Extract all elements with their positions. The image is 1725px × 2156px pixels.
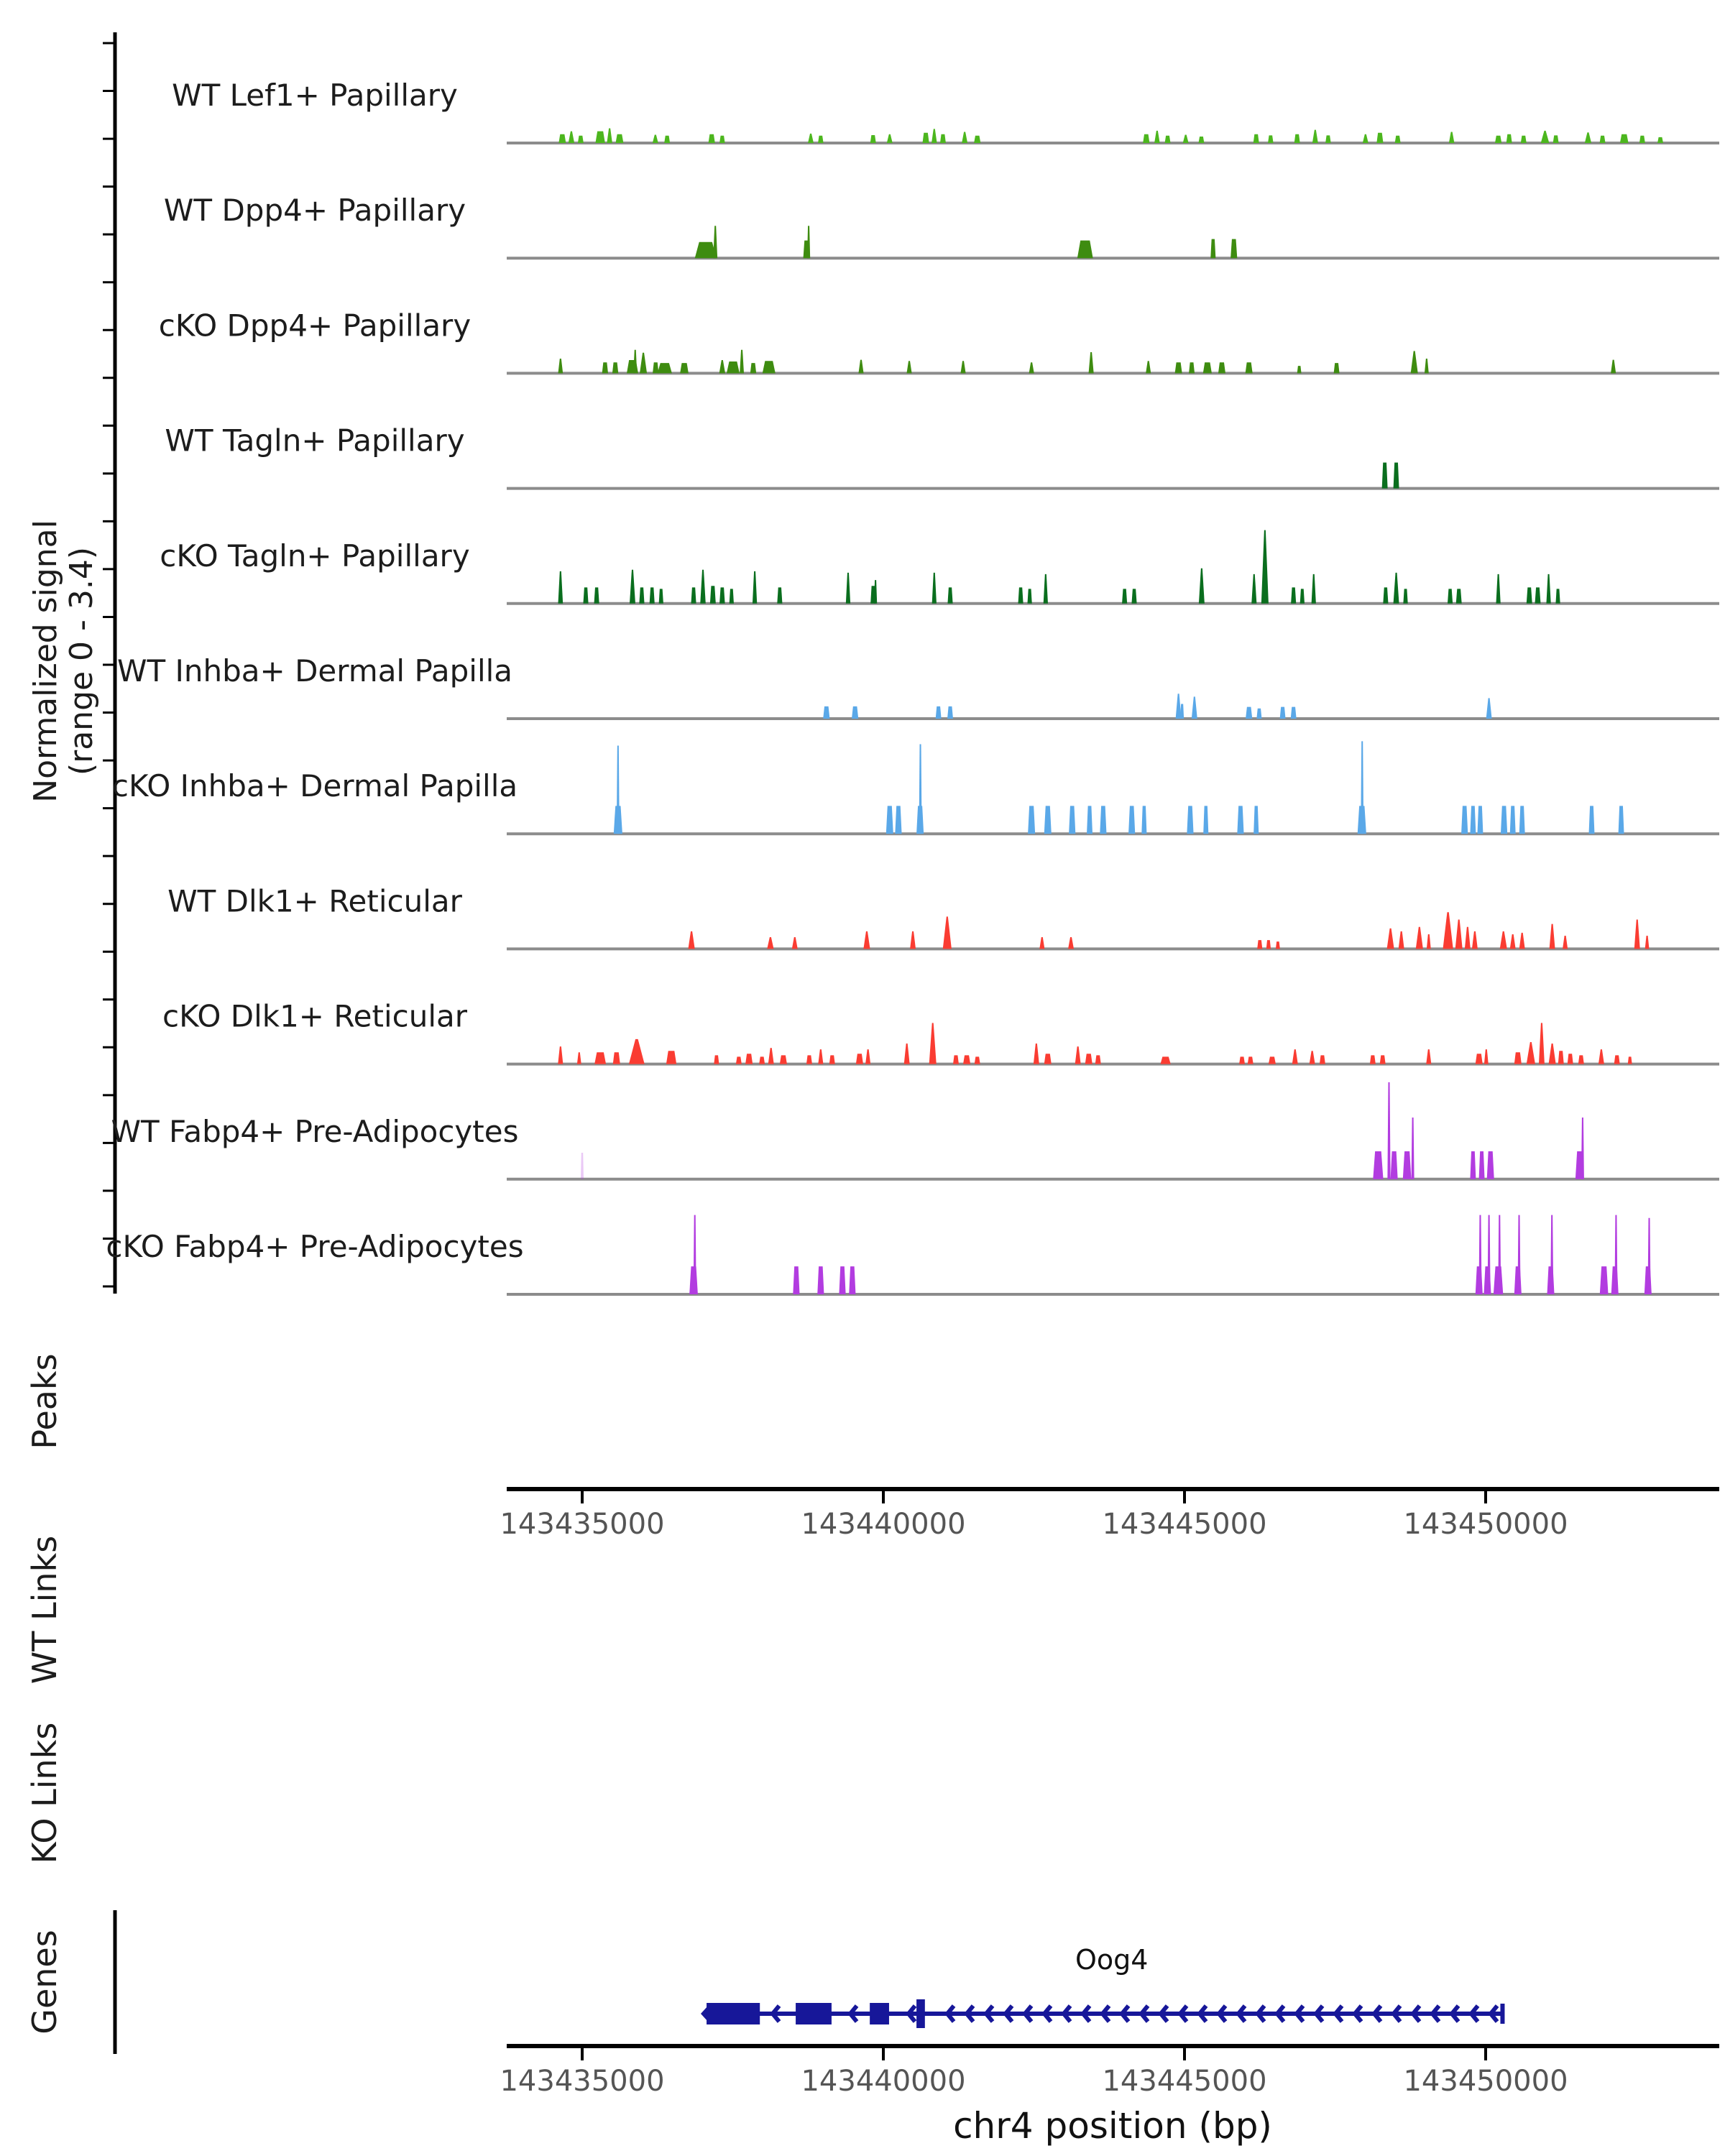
coverage-peak [1370, 1055, 1376, 1064]
coverage-peak [1476, 1054, 1483, 1064]
coverage-peak [1449, 132, 1455, 143]
coverage-peak [1461, 806, 1468, 834]
track-label: WT Dpp4+ Papillary [163, 193, 466, 229]
track-label: cKO Dpp4+ Papillary [158, 308, 472, 344]
coverage-peak [1018, 587, 1024, 603]
track-label: WT Tagln+ Papillary [165, 423, 465, 459]
coverage-peak [1399, 931, 1404, 949]
coverage-peak [727, 361, 740, 373]
coverage-peak [1027, 589, 1031, 603]
coverage-peak [713, 226, 717, 258]
coverage-peak [688, 931, 694, 949]
coverage-peak [719, 136, 725, 143]
coverage-peak [1403, 589, 1407, 603]
coverage-peak [1254, 134, 1259, 143]
coverage-peak [1443, 912, 1453, 949]
coverage-peak [808, 134, 814, 143]
peaks-x-axis [500, 1489, 1719, 1541]
coverage-peak [1268, 135, 1274, 143]
coverage-peak [719, 587, 725, 603]
coverage-peak [1280, 707, 1286, 719]
coverage-peak [874, 580, 877, 604]
coverage-peak [653, 362, 658, 373]
coverage-peak [1614, 1215, 1617, 1294]
coverage-peak [829, 1055, 835, 1064]
coverage-peak [1550, 1215, 1553, 1294]
coverage-peak [1541, 131, 1550, 143]
gene-exon [707, 2003, 760, 2024]
coverage-peak [583, 587, 588, 603]
coverage-peak [714, 1055, 719, 1064]
coverage-peak [1619, 806, 1624, 834]
coverage-peak [1426, 1049, 1431, 1064]
coverage-peak [1578, 1055, 1584, 1064]
coverage-peak [846, 573, 850, 604]
coverage-peak [613, 1052, 620, 1064]
coverage-peak [710, 586, 716, 604]
coverage-peak [1312, 574, 1316, 604]
coverage-peak [1425, 359, 1429, 373]
coverage-peak [1448, 589, 1453, 603]
coverage-peak [963, 1055, 970, 1064]
coverage-peak [936, 706, 942, 719]
track-label: cKO Inhba+ Dermal Papilla [111, 768, 518, 804]
coverage-peak [639, 587, 644, 603]
track-cko-inhba-dermal-papilla [112, 741, 1719, 834]
coverage-peak [650, 587, 655, 603]
coverage-peak [763, 361, 776, 373]
coverage-peak [943, 916, 952, 949]
coverage-peak [594, 587, 599, 603]
coverage-peak [1553, 135, 1559, 143]
coverage-peak [759, 1056, 765, 1064]
coverage-peak [558, 359, 563, 373]
coverage-peak [1269, 1056, 1276, 1064]
coverage-peak [1363, 134, 1368, 143]
track-label: cKO Tagln+ Papillary [160, 538, 470, 573]
coverage-peak [1246, 362, 1253, 373]
coverage-peak [887, 134, 893, 143]
coverage-peak [823, 706, 829, 719]
x-axis-tick-label: 143440000 [801, 2065, 966, 2098]
track-cko-fabp4-pre-adipocytes [106, 1215, 1719, 1294]
coverage-peak [1160, 1056, 1170, 1064]
track-wt-dlk1-reticular [167, 883, 1719, 949]
coverage-peak [974, 136, 980, 143]
coverage-peak [852, 706, 858, 719]
coverage-peak [1203, 362, 1212, 373]
x-axis-tick-label: 143445000 [1102, 1508, 1267, 1541]
coverage-peak [1598, 1049, 1604, 1064]
coverage-peak [947, 587, 952, 603]
coverage-peak [777, 587, 782, 603]
coverage-peak [1394, 573, 1399, 604]
track-cko-dlk1-reticular [162, 999, 1719, 1064]
coverage-peak [607, 129, 612, 143]
coverage-peak [694, 1215, 696, 1294]
coverage-peak [1203, 806, 1208, 834]
coverage-peak [1276, 941, 1280, 949]
coverage-peak [630, 570, 635, 604]
coverage-peak [1085, 1054, 1092, 1064]
track-label: cKO Dlk1+ Reticular [162, 998, 467, 1034]
section-label-wt-links: WT Links [25, 1535, 64, 1685]
coverage-peak [1095, 1055, 1101, 1064]
coverage-peak [730, 589, 734, 603]
coverage-peak [929, 1023, 937, 1064]
coverage-peak [1077, 241, 1093, 259]
gene-exon [916, 1999, 925, 2028]
coverage-peak [1581, 1118, 1584, 1179]
coverage-peak [768, 1048, 774, 1064]
gene-name-label: Oog4 [1075, 1944, 1149, 1976]
coverage-peak [1257, 940, 1262, 949]
coverage-peak [1518, 1215, 1521, 1294]
coverage-peak [1555, 589, 1560, 603]
coverage-peak [695, 242, 717, 258]
coverage-peak [1310, 1051, 1315, 1064]
coverage-peak [1128, 806, 1135, 834]
coverage-peak [1297, 366, 1302, 373]
coverage-peak [736, 1056, 742, 1064]
coverage-peak [1387, 1082, 1390, 1179]
coverage-peak [839, 1266, 845, 1294]
coverage-peak [895, 806, 901, 834]
coverage-peak [1143, 134, 1149, 143]
track-wt-inhba-dermal-papilla [117, 653, 1719, 719]
coverage-peak [960, 361, 965, 373]
coverage-peak [947, 706, 953, 719]
coverage-peak [1550, 924, 1555, 949]
coverage-peak [753, 571, 757, 604]
coverage-peak [558, 1046, 563, 1064]
coverage-peak [1187, 806, 1193, 834]
coverage-peak [1210, 239, 1215, 259]
coverage-peak [1620, 134, 1629, 143]
coverage-peak [1478, 1215, 1481, 1294]
coverage-peak [602, 362, 608, 373]
coverage-peak [1218, 362, 1225, 373]
coverage-peak [719, 360, 725, 373]
coverage-peak [612, 362, 618, 373]
coverage-peak [1506, 134, 1512, 143]
coverage-peak [1395, 136, 1401, 143]
coverage-peak [1657, 137, 1663, 143]
coverage-peak [1087, 806, 1092, 834]
coverage-peak [932, 573, 937, 604]
coverage-peak [1183, 135, 1189, 143]
coverage-peak [1068, 937, 1074, 949]
coverage-peak [1254, 806, 1259, 834]
coverage-peak [1456, 589, 1462, 603]
coverage-peak [1199, 568, 1205, 604]
coverage-peak [1479, 1151, 1485, 1179]
coverage-peak [629, 1039, 645, 1064]
coverage-peak [906, 361, 911, 373]
coverage-peak [1495, 136, 1501, 143]
coverage-peak [922, 133, 929, 143]
coverage-peak [780, 1055, 787, 1064]
coverage-peak [1180, 704, 1184, 719]
coverage-peak [1198, 137, 1204, 143]
coverage-peak [709, 134, 715, 143]
coverage-peak [691, 587, 696, 603]
coverage-peak [1382, 463, 1388, 489]
coverage-peak [1141, 806, 1146, 834]
track-label: WT Inhba+ Dermal Papilla [116, 653, 513, 688]
coverage-peak [856, 1054, 863, 1064]
coverage-peak [1089, 352, 1094, 373]
coverage-peak [1044, 806, 1052, 834]
coverage-peak [1465, 927, 1471, 949]
coverage-peak [1470, 806, 1476, 834]
coverage-peak [1416, 927, 1423, 949]
track-label: cKO Fabp4+ Pre-Adipocytes [106, 1229, 524, 1264]
y-axis-label-line2: (range 0 - 3.4) [63, 546, 100, 776]
track-label: WT Dlk1+ Reticular [167, 883, 462, 919]
x-axis-tick-label: 143445000 [1102, 2065, 1267, 2098]
coverage-peak [1380, 1055, 1386, 1064]
coverage-peak [558, 571, 563, 604]
coverage-peak [1189, 362, 1195, 373]
coverage-peak [1294, 134, 1300, 143]
coverage-peak [849, 1266, 855, 1294]
coverage-peak [745, 1054, 753, 1064]
coverage-peak [1563, 936, 1568, 949]
track-wt-tagln-papillary [165, 423, 1719, 489]
x-axis-tick-label: 143450000 [1403, 1508, 1568, 1541]
coverage-peak [1044, 1054, 1052, 1064]
coverage-peak [1391, 1151, 1398, 1179]
coverage-peak [1131, 589, 1136, 603]
coverage-peak [658, 363, 672, 373]
section-label-genes: Genes [25, 1930, 64, 2035]
coverage-peak [858, 360, 863, 374]
coverage-peak [1376, 133, 1383, 143]
coverage-peak [1320, 1055, 1325, 1064]
x-axis-title: chr4 position (bp) [953, 2105, 1272, 2147]
coverage-peak [1383, 587, 1388, 603]
coverage-peak [962, 132, 967, 143]
coverage-peak [1261, 530, 1269, 604]
coverage-peak [932, 129, 937, 143]
coverage-peak [792, 937, 798, 949]
coverage-peak [1312, 130, 1318, 143]
gene-track [704, 1944, 1502, 2028]
coverage-peak [578, 136, 584, 143]
coverage-peak [1075, 1046, 1081, 1064]
track-cko-tagln-papillary [160, 530, 1719, 604]
coverage-peak [1546, 574, 1550, 604]
coverage-peak [793, 1266, 799, 1294]
genes-x-axis [500, 2046, 1719, 2098]
coverage-peak [1470, 1151, 1476, 1179]
y-axis-label-line1: Normalized signal [27, 520, 64, 803]
coverage-peak [1519, 806, 1525, 834]
coverage-peak [1248, 1056, 1254, 1064]
coverage-peak [1427, 934, 1431, 949]
track-wt-lef1-papillary [172, 78, 1719, 143]
coverage-peak [1600, 1266, 1609, 1294]
coverage-peak [1498, 1215, 1501, 1294]
coverage-peak [1069, 806, 1075, 834]
coverage-peak [1648, 1218, 1651, 1294]
coverage-peak [1394, 463, 1399, 489]
coverage-peak [1028, 806, 1035, 834]
coverage-peak [1501, 806, 1507, 834]
coverage-peak [595, 132, 604, 143]
coverage-peak [818, 136, 824, 143]
coverage-peak [1628, 1056, 1632, 1064]
coverage-peak [1154, 131, 1160, 143]
gene-exon [870, 2003, 889, 2024]
coverage-peak [680, 363, 689, 373]
coverage-peak [1488, 1215, 1491, 1294]
coverage-peak [1521, 136, 1527, 143]
coverage-peak [1527, 1042, 1535, 1064]
coverage-peak [1477, 806, 1483, 834]
x-axis-tick-label: 143450000 [1403, 2065, 1568, 2098]
coverage-peak [1614, 1055, 1620, 1064]
section-label-peaks: Peaks [25, 1353, 64, 1450]
track-cko-dpp4-papillary [159, 308, 1719, 373]
coverage-peak [569, 132, 574, 143]
coverage-peak [740, 350, 744, 374]
coverage-peak [1412, 1118, 1414, 1179]
coverage-peak [886, 806, 893, 834]
coverage-peak [1325, 135, 1331, 143]
coverage-peak [1361, 741, 1363, 834]
coverage-peak [1484, 1049, 1489, 1064]
section-label-ko-links: KO Links [25, 1722, 64, 1864]
coverage-peak [750, 363, 756, 373]
coverage-peak [806, 1055, 812, 1064]
coverage-peak [953, 1055, 959, 1064]
coverage-peak [1291, 707, 1297, 719]
coverage-peak [1585, 132, 1591, 143]
coverage-peak [1230, 239, 1237, 259]
coverage-peak [1192, 696, 1197, 719]
coverage-peak [1239, 1056, 1245, 1064]
coverage-peak [659, 589, 663, 603]
coverage-peak [940, 134, 946, 143]
signal-tracks [106, 78, 1719, 1294]
coverage-peak [1455, 920, 1463, 949]
coverage-peak [1510, 934, 1516, 949]
coverage-peak [1034, 1044, 1039, 1064]
coverage-peak [616, 134, 624, 143]
coverage-peak [865, 1049, 870, 1064]
coverage-peak [1251, 574, 1256, 604]
coverage-peak [1568, 1054, 1573, 1064]
coverage-peak [1044, 574, 1048, 604]
coverage-peak [700, 570, 706, 604]
coverage-peak [870, 135, 876, 143]
track-wt-fabp4-pre-adipocytes [111, 1082, 1719, 1179]
x-axis-tick-label: 143440000 [801, 1508, 966, 1541]
gene-exon [796, 2003, 832, 2024]
coverage-peak [1589, 806, 1595, 834]
coverage-peak [1519, 933, 1525, 949]
coverage-peak [594, 1052, 606, 1064]
coverage-peak [664, 136, 670, 143]
coverage-peak [1558, 1051, 1564, 1064]
coverage-peak [1256, 709, 1261, 719]
coverage-peak [1175, 362, 1182, 373]
coverage-peak [581, 1153, 584, 1179]
track-label: WT Fabp4+ Pre-Adipocytes [111, 1113, 519, 1149]
coverage-peak [1292, 1049, 1298, 1064]
coverage-peak [1100, 806, 1106, 834]
coverage-peak [904, 1044, 910, 1064]
coverage-peak [817, 1266, 824, 1294]
coverage-peak [1472, 931, 1478, 949]
coverage-peak [1373, 1151, 1383, 1179]
x-axis-tick-label: 143435000 [500, 1508, 665, 1541]
coverage-peak [767, 937, 773, 949]
x-axis-tick-label: 143435000 [500, 2065, 665, 2098]
coverage-peak [1634, 920, 1640, 949]
coverage-peak [1600, 136, 1606, 143]
coverage-peak [863, 931, 870, 949]
coverage-peak [1146, 361, 1151, 373]
coverage-peak [1334, 363, 1340, 373]
coverage-peak [1165, 136, 1171, 143]
coverage-peak [1411, 351, 1418, 373]
coverage-peak [1300, 589, 1305, 603]
coverage-peak [1246, 707, 1252, 719]
coverage-peak [818, 1049, 823, 1064]
coverage-peak [617, 746, 620, 834]
coverage-peak [919, 745, 922, 834]
track-wt-dpp4-papillary [164, 193, 1719, 258]
coverage-peak [1122, 589, 1127, 603]
coverage-peak [1500, 931, 1507, 949]
coverage-peak [558, 134, 566, 143]
signal-axis-bracket [103, 32, 115, 1294]
coverage-peak [640, 353, 647, 374]
coverage-peak [1611, 360, 1616, 374]
coverage-peak [1539, 1023, 1545, 1064]
coverage-peak [653, 135, 658, 143]
coverage-peak [1510, 806, 1516, 834]
coverage-peak [807, 226, 810, 258]
coverage-peak [1387, 929, 1394, 949]
coverage-peak [1487, 1151, 1494, 1179]
coverage-peak [975, 1056, 980, 1064]
coverage-peak [1496, 574, 1500, 604]
coverage-peak [1039, 937, 1044, 949]
coverage-peak [577, 1052, 581, 1064]
coverage-peak [1645, 936, 1650, 949]
coverage-peak [1527, 587, 1532, 603]
coverage-peak [1237, 806, 1243, 834]
coverage-peak [666, 1051, 676, 1064]
coverage-peak [1266, 940, 1271, 949]
coverage-peak [1291, 587, 1296, 603]
track-label: WT Lef1+ Papillary [172, 78, 458, 113]
coverage-peak [1029, 362, 1034, 373]
coverage-peak [1514, 1052, 1522, 1064]
coverage-peak [910, 931, 916, 949]
coverage-peak [1535, 587, 1541, 603]
coverage-peak [1403, 1151, 1412, 1179]
coverage-peak [1639, 136, 1645, 143]
coverage-peak [1549, 1044, 1556, 1064]
